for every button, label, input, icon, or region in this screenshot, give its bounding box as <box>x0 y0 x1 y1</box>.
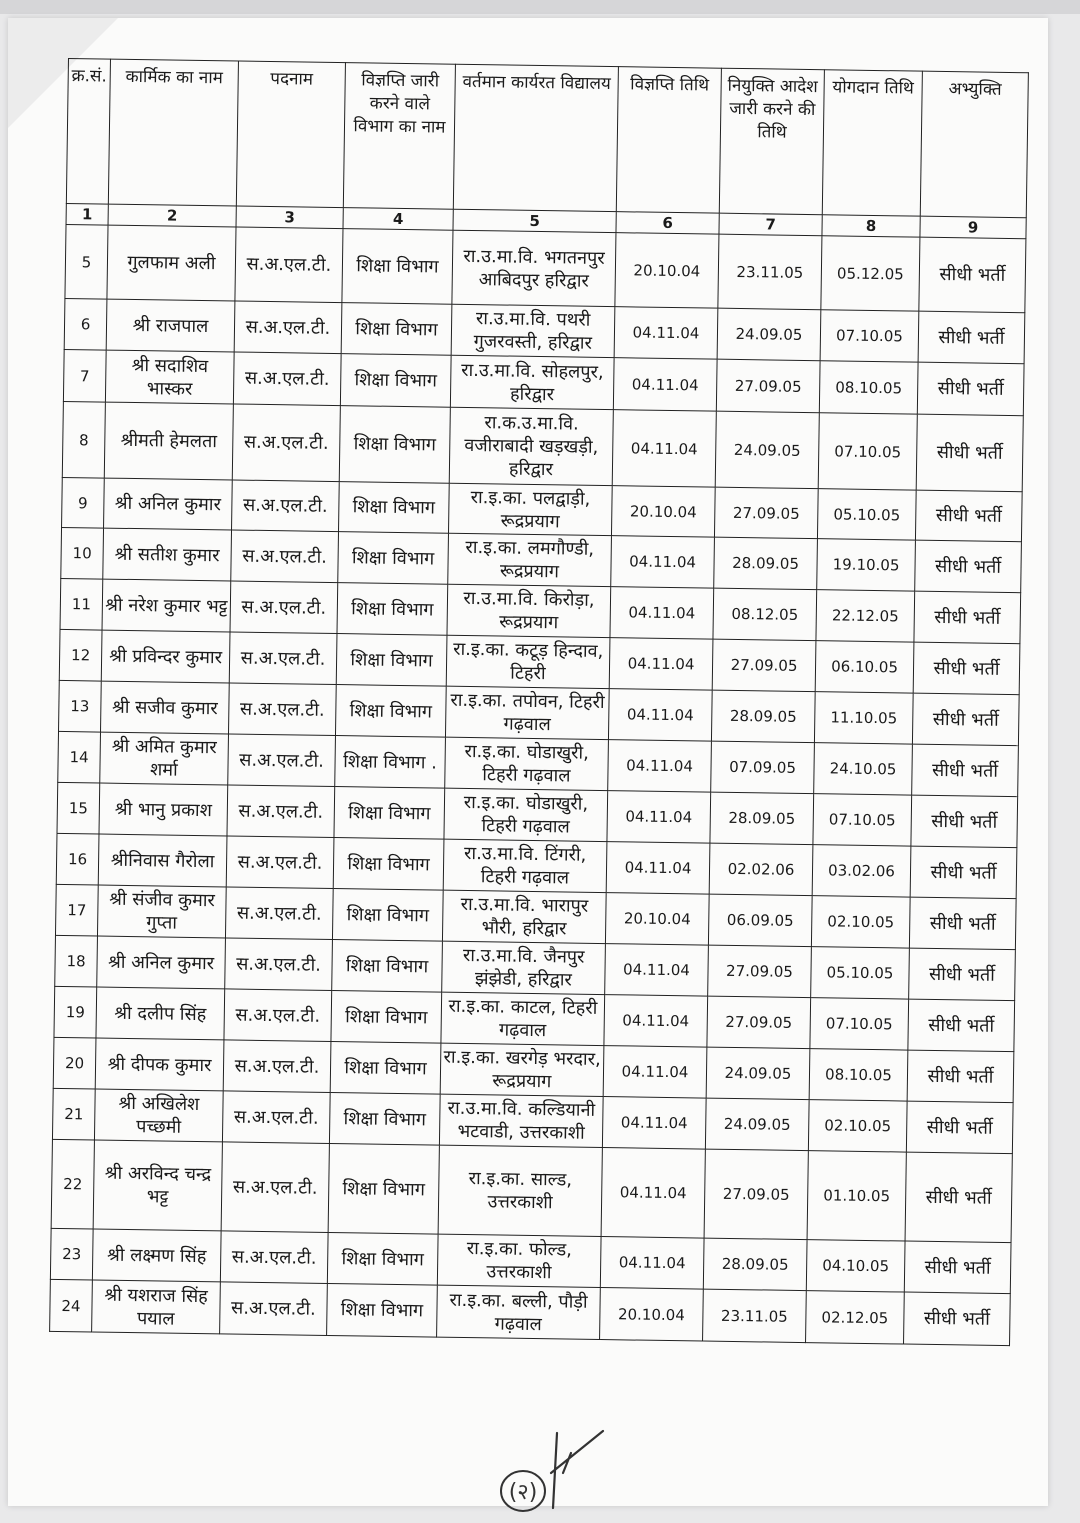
row-department: शिक्षा विभाग <box>328 1143 439 1234</box>
row-joining-date: 06.10.05 <box>815 641 914 693</box>
row-department: शिक्षा विभाग <box>334 787 445 840</box>
row-serial: 23 <box>50 1228 93 1280</box>
row-school: रा.उ.मा.वि. भगतनपुर आबिदपुर हरिद्वार <box>452 230 616 306</box>
row-school: रा.क.उ.मा.वि. वजीराबादी खड़खड़ी, हरिद्वार <box>449 407 613 485</box>
column-number: 5 <box>453 209 616 232</box>
row-notice-date: 20.10.04 <box>605 893 709 946</box>
row-name: श्री अखिलेश पच्छमी <box>94 1089 223 1142</box>
row-remark: सीधी भर्ती <box>916 414 1023 492</box>
row-serial: 5 <box>65 224 108 299</box>
row-order-date: 28.09.05 <box>711 690 815 743</box>
row-department: शिक्षा विभाग <box>336 634 447 687</box>
row-remark: सीधी भर्ती <box>918 311 1025 364</box>
row-department: शिक्षा विभाग <box>338 532 449 585</box>
row-notice-date: 04.11.04 <box>608 740 712 793</box>
row-name: श्री नरेश कुमार भट्ट <box>102 579 231 632</box>
row-post: स.अ.एल.टी. <box>232 480 340 532</box>
row-notice-date: 20.10.04 <box>600 1288 704 1342</box>
row-school: रा.इ.का. घोडाखुरी, टिहरी गढ़वाल <box>444 788 608 841</box>
row-remark: सीधी भर्ती <box>914 591 1021 644</box>
header-notice-date: विज्ञप्ति तिथि <box>616 67 721 214</box>
row-post: स.अ.एल.टी. <box>228 734 336 787</box>
row-notice-date: 20.10.04 <box>611 486 715 538</box>
row-school: रा.इ.का. काटल, टिहरी गढ़वाल <box>441 992 605 1045</box>
header-department: विज्ञप्ति जारी करने वाले विभाग का नाम <box>343 63 455 210</box>
row-school: रा.इ.का. घोडाखुरी, टिहरी गढ़वाल <box>445 737 609 790</box>
row-order-date: 27.09.05 <box>704 1149 808 1240</box>
row-notice-date: 04.11.04 <box>604 995 708 1048</box>
row-post: स.अ.एल.टी. <box>227 785 335 838</box>
row-order-date: 06.09.05 <box>708 894 812 947</box>
row-name: श्रीनिवास गैरोला <box>98 834 227 887</box>
row-name: श्री सजीव कुमार <box>101 681 230 734</box>
row-department: शिक्षा विभाग <box>340 354 451 408</box>
row-name: श्री दीपक कुमार <box>95 1038 224 1091</box>
header-order-date: नियुक्ति आदेश जारी करने की तिथि <box>719 68 824 215</box>
row-notice-date: 04.11.04 <box>602 1097 706 1150</box>
column-number: 8 <box>822 215 920 237</box>
row-order-date: 24.09.05 <box>705 1098 809 1151</box>
row-joining-date: 05.10.05 <box>811 947 910 999</box>
row-department: शिक्षा विभाग <box>339 482 450 534</box>
row-order-date: 27.09.05 <box>714 487 818 539</box>
row-school: रा.इ.का. पलद्वाड़ी, रूद्रप्रयाग <box>448 483 612 535</box>
row-joining-date: 24.10.05 <box>814 743 913 795</box>
row-name: श्री यशराज सिंह पयाल <box>92 1280 221 1334</box>
row-joining-date: 19.10.05 <box>817 539 916 591</box>
column-number: 2 <box>108 204 236 227</box>
row-department: शिक्षा विभाग <box>339 406 450 484</box>
row-post: स.अ.एल.टी. <box>233 352 341 406</box>
row-order-date: 27.09.05 <box>712 639 816 692</box>
row-post: स.अ.एल.टी. <box>220 1282 328 1336</box>
row-notice-date: 04.11.04 <box>612 410 716 488</box>
row-school: रा.इ.का. फोल्ड, उत्तरकाशी <box>437 1234 601 1287</box>
page-number-text: (२) <box>508 1480 538 1505</box>
row-remark: सीधी भर्ती <box>912 744 1019 797</box>
row-school: रा.इ.का. साल्ड, उत्तरकाशी <box>438 1145 602 1236</box>
row-order-date: 24.09.05 <box>715 411 819 489</box>
row-school: रा.उ.मा.वि. किरोड़ा, रूद्रप्रयाग <box>447 584 611 637</box>
row-department: शिक्षा विभाग <box>337 583 448 636</box>
row-department: शिक्षा विभाग <box>332 889 443 942</box>
column-number: 6 <box>616 212 719 235</box>
row-school: रा.इ.का. लमगौण्डी, रूद्रप्रयाग <box>448 533 612 586</box>
row-joining-date: 07.10.05 <box>810 998 909 1050</box>
row-notice-date: 04.11.04 <box>607 791 711 844</box>
row-serial: 11 <box>60 578 103 630</box>
row-name: श्री सतीश कुमार <box>103 528 232 581</box>
header-name: कार्मिक का नाम <box>108 59 238 206</box>
row-joining-date: 07.10.05 <box>818 413 917 490</box>
row-name: श्री लक्ष्मण सिंह <box>92 1229 221 1282</box>
row-serial: 8 <box>62 401 105 478</box>
header-serial: क्र.सं. <box>66 59 110 205</box>
row-remark: सीधी भर्ती <box>905 1152 1012 1243</box>
row-serial: 14 <box>58 731 101 783</box>
row-name: श्री अनिल कुमार <box>104 478 233 530</box>
row-school: रा.इ.का. कटूड़ हिन्दाव, टिहरी <box>446 635 610 688</box>
row-post: स.अ.एल.टी. <box>234 301 342 354</box>
row-name: श्री अनिल कुमार <box>97 936 226 989</box>
row-joining-date: 03.02.06 <box>812 845 911 897</box>
row-department: शिक्षा विभाग <box>327 1283 438 1337</box>
row-order-date: 23.11.05 <box>703 1289 807 1343</box>
table-header-row <box>66 59 1028 218</box>
row-school: रा.उ.मा.वि. जैनपुर झंझेडी, हरिद्वार <box>442 941 606 994</box>
row-order-date: 28.09.05 <box>710 792 814 845</box>
row-serial: 24 <box>50 1279 93 1332</box>
row-department: शिक्षा विभाग <box>331 991 442 1044</box>
column-number: 7 <box>719 213 822 236</box>
row-notice-date: 04.11.04 <box>610 587 714 640</box>
row-joining-date: 22.12.05 <box>816 590 915 642</box>
document-page <box>8 18 1048 1506</box>
row-joining-date: 07.10.05 <box>820 310 919 362</box>
row-joining-date: 02.10.05 <box>811 896 910 948</box>
row-joining-date: 11.10.05 <box>814 692 913 744</box>
row-serial: 12 <box>59 629 102 681</box>
row-order-date: 28.09.05 <box>703 1238 807 1291</box>
row-remark: सीधी भर्ती <box>904 1241 1011 1294</box>
row-department: शिक्षा विभाग <box>330 1042 441 1095</box>
row-notice-date: 04.11.04 <box>613 358 717 412</box>
table-row <box>62 401 1023 491</box>
row-school: रा.इ.का. बल्ली, पौड़ी गढ़वाल <box>437 1285 601 1339</box>
row-remark: सीधी भर्ती <box>915 490 1022 542</box>
row-notice-date: 04.11.04 <box>605 944 709 997</box>
row-post: स.अ.एल.टी. <box>226 836 334 889</box>
row-serial: 20 <box>53 1037 96 1089</box>
row-notice-date: 04.11.04 <box>601 1148 705 1239</box>
row-serial: 21 <box>52 1088 95 1140</box>
row-remark: सीधी भर्ती <box>911 795 1018 848</box>
row-name: श्री राजपाल <box>106 299 235 352</box>
row-post: स.अ.एल.टी. <box>220 1231 328 1284</box>
header-school: वर्तमान कार्यरत विद्यालय <box>453 64 618 211</box>
row-remark: सीधी भर्ती <box>908 999 1015 1052</box>
header-remarks: अभ्युक्ति <box>920 71 1028 218</box>
table-row <box>51 1139 1012 1242</box>
row-school: रा.उ.मा.वि. पथरी गुजरवस्ती, हरिद्वार <box>451 304 615 357</box>
row-remark: सीधी भर्ती <box>917 362 1024 416</box>
row-name: श्री अरविन्द चन्द्र भट्ट <box>93 1140 222 1231</box>
column-number: 4 <box>343 208 453 231</box>
row-order-date: 27.09.05 <box>707 996 811 1049</box>
row-order-date: 24.09.05 <box>717 308 821 361</box>
row-remark: सीधी भर्ती <box>907 1050 1014 1103</box>
row-notice-date: 04.11.04 <box>614 307 718 360</box>
row-remark: सीधी भर्ती <box>919 237 1026 313</box>
row-serial: 9 <box>62 477 105 528</box>
row-serial: 15 <box>57 782 100 834</box>
row-order-date: 27.09.05 <box>716 359 820 413</box>
row-joining-date: 01.10.05 <box>807 1151 906 1241</box>
row-department: शिक्षा विभाग <box>341 303 452 356</box>
row-school: रा.उ.मा.वि. कल्डियानी भटवाडी, उत्तरकाशी <box>439 1094 603 1147</box>
row-department: शिक्षा विभाग <box>335 685 446 738</box>
row-remark: सीधी भर्ती <box>904 1292 1011 1346</box>
row-joining-date: 05.10.05 <box>817 489 916 540</box>
row-remark: सीधी भर्ती <box>909 897 1016 950</box>
row-name: श्री अमित कुमार शर्मा <box>100 732 229 785</box>
table-row <box>65 224 1026 312</box>
row-name: श्री प्रविन्दर कुमार <box>101 630 230 683</box>
page-number-mark <box>493 1413 633 1523</box>
row-school: रा.इ.का. खरगेड़ भरदार, रूद्रप्रयाग <box>440 1043 604 1096</box>
row-order-date: 27.09.05 <box>708 945 812 998</box>
row-order-date: 02.02.06 <box>709 843 813 896</box>
row-notice-date: 04.11.04 <box>609 638 713 691</box>
row-school: रा.इ.का. तपोवन, टिहरी गढ़वाल <box>445 686 609 739</box>
row-department: शिक्षा विभाग . <box>335 736 446 789</box>
row-name: श्री दलीप सिंह <box>96 987 225 1040</box>
row-serial: 17 <box>55 884 98 936</box>
row-remark: सीधी भर्ती <box>909 948 1016 1001</box>
row-post: स.अ.एल.टी. <box>235 227 343 303</box>
row-notice-date: 04.11.04 <box>603 1046 707 1099</box>
row-serial: 19 <box>54 986 97 1038</box>
row-notice-date: 20.10.04 <box>615 233 719 309</box>
header-joining-date: योगदान तिथि <box>822 70 922 216</box>
column-number: 1 <box>66 203 108 225</box>
row-notice-date: 04.11.04 <box>600 1237 704 1290</box>
row-notice-date: 04.11.04 <box>608 689 712 742</box>
row-post: स.अ.एल.टी. <box>225 938 333 991</box>
row-order-date: 28.09.05 <box>714 537 818 590</box>
row-serial: 16 <box>56 833 99 885</box>
row-remark: सीधी भर्ती <box>910 846 1017 899</box>
row-order-date: 08.12.05 <box>713 588 817 641</box>
row-joining-date: 08.10.05 <box>809 1049 908 1101</box>
row-post: स.अ.एल.टी. <box>231 530 339 583</box>
row-post: स.अ.एल.टी. <box>228 683 336 736</box>
row-name: श्री भानु प्रकाश <box>99 783 228 836</box>
row-serial: 22 <box>51 1139 94 1229</box>
row-post: स.अ.एल.टी. <box>223 1040 331 1093</box>
row-serial: 6 <box>64 298 107 350</box>
row-name: श्री संजीव कुमार गुप्ता <box>97 885 226 938</box>
row-serial: 18 <box>55 935 98 987</box>
row-post: स.अ.एल.टी. <box>225 887 333 940</box>
row-order-date: 24.09.05 <box>706 1047 810 1100</box>
row-serial: 10 <box>61 527 104 579</box>
row-school: रा.उ.मा.वि. सोहलपुर, हरिद्वार <box>450 355 614 409</box>
row-joining-date: 05.12.05 <box>821 236 920 311</box>
row-remark: सीधी भर्ती <box>906 1101 1013 1154</box>
row-order-date: 23.11.05 <box>718 234 822 310</box>
row-school: रा.उ.मा.वि. भारापुर भौरी, हरिद्वार <box>442 890 606 943</box>
column-number: 3 <box>236 206 343 229</box>
staff-register-table <box>49 58 1029 1346</box>
column-number: 9 <box>920 216 1026 239</box>
row-order-date: 07.09.05 <box>711 741 815 794</box>
row-joining-date: 02.12.05 <box>806 1291 905 1344</box>
row-school: रा.उ.मा.वि. टिंगरी, टिहरी गढ़वाल <box>443 839 607 892</box>
row-department: शिक्षा विभाग <box>327 1232 438 1285</box>
row-serial: 13 <box>59 680 102 732</box>
row-post: स.अ.एल.टी. <box>229 632 337 685</box>
row-notice-date: 04.11.04 <box>606 842 710 895</box>
row-joining-date: 07.10.05 <box>813 794 912 846</box>
row-joining-date: 08.10.05 <box>819 361 918 414</box>
row-department: शिक्षा विभाग <box>332 940 443 993</box>
row-remark: सीधी भर्ती <box>913 642 1020 695</box>
row-remark: सीधी भर्ती <box>915 540 1022 593</box>
row-name: गुलफाम अली <box>107 225 236 301</box>
row-department: शिक्षा विभाग <box>333 838 444 891</box>
header-post: पदनाम <box>236 61 345 208</box>
row-post: स.अ.एल.टी. <box>232 404 340 482</box>
row-post: स.अ.एल.टी. <box>221 1142 329 1233</box>
row-joining-date: 02.10.05 <box>808 1100 907 1152</box>
row-post: स.अ.एल.टी. <box>224 989 332 1042</box>
row-name: श्री सदाशिव भास्कर <box>105 350 234 404</box>
top-strip <box>0 0 1080 14</box>
row-name: श्रीमती हेमलता <box>104 402 233 480</box>
row-joining-date: 04.10.05 <box>806 1240 905 1292</box>
row-serial: 7 <box>63 349 106 402</box>
row-post: स.अ.एल.टी. <box>222 1091 330 1144</box>
row-post: स.अ.एल.टी. <box>230 581 338 634</box>
row-remark: सीधी भर्ती <box>912 693 1019 746</box>
row-department: शिक्षा विभाग <box>342 229 453 305</box>
row-notice-date: 04.11.04 <box>611 536 715 589</box>
row-department: शिक्षा विभाग <box>329 1093 440 1146</box>
